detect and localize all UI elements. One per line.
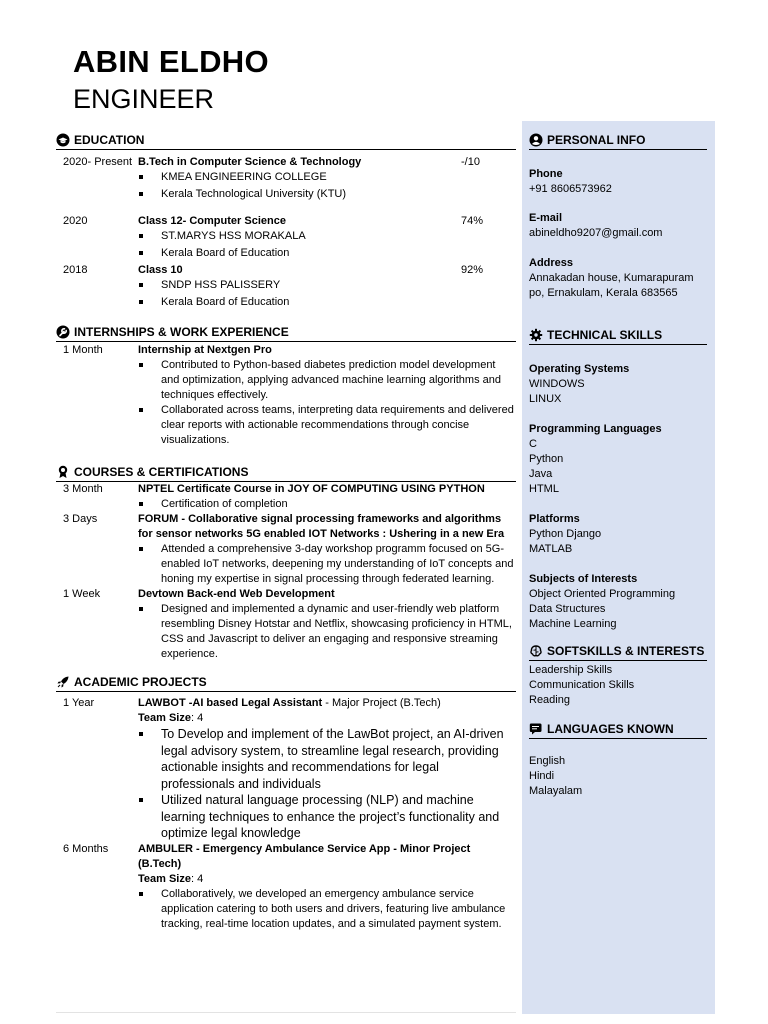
education-heading [56, 132, 516, 150]
languages-heading [529, 721, 707, 739]
skill-group-label: Subjects of Interests [529, 573, 638, 585]
email-label: E-mail [529, 212, 563, 224]
course-entry [56, 512, 516, 587]
education-entry [56, 214, 516, 261]
entry-date: 2020- Present [63, 156, 133, 168]
speech-bubble-icon [529, 722, 543, 736]
entry-date: 1 Year [63, 697, 95, 709]
personal-info-heading-text: PERSONAL INFO [547, 133, 646, 147]
skill-item: Python [529, 453, 564, 465]
award-ribbon-icon [56, 465, 70, 479]
project-entry [56, 842, 516, 932]
softskills-heading-text: SOFTSKILLS & INTERESTS [547, 644, 705, 658]
candidate-role: ENGINEER [73, 84, 215, 114]
courses-heading [56, 464, 516, 482]
entry-title: Class 10 [138, 264, 183, 276]
projects-heading-text: ACADEMIC PROJECTS [74, 675, 207, 689]
education-entry [56, 155, 516, 202]
entry-date: 6 Months [63, 842, 109, 855]
course-entry [56, 482, 516, 512]
list-item: Kerala Board of Education [138, 246, 461, 261]
technical-skills-heading-text: TECHNICAL SKILLS [547, 328, 663, 342]
courses-heading-text: COURSES & CERTIFICATIONS [74, 465, 249, 479]
personal-info-section [529, 132, 707, 301]
entry-title: AMBULER - Emergency Ambulance Service App - Minor Project (B.Tech) [138, 842, 471, 870]
skill-item: Machine Learning [529, 618, 617, 630]
technical-skills-section [529, 327, 707, 632]
internships-heading-text: INTERNSHIPS & WORK EXPERIENCE [74, 325, 289, 339]
list-item: Utilized natural language processing (NLP) and machine learning techniques to enhance the project’s functionality and optimize legal knowledge [138, 792, 516, 842]
education-entry [56, 263, 516, 310]
skill-item: LINUX [529, 393, 562, 405]
entry-date: 1 Month [63, 344, 103, 356]
language-item: Malayalam [529, 785, 583, 797]
team-size-value: : 4 [191, 712, 204, 724]
skill-item: HTML [529, 483, 559, 495]
entry-title: FORUM - Collaborative signal processing frameworks and algorithms for sensor networks 5G enabled IOT Networks : Ushering in a new Era [138, 513, 505, 540]
education-heading-text: EDUCATION [74, 133, 145, 147]
entry-date: 1 Week [63, 588, 101, 600]
team-size-label: Team Size [138, 712, 191, 724]
brain-icon [529, 644, 543, 658]
entry-title: B.Tech in Computer Science & Technology [138, 156, 362, 168]
entry-score: 92% [461, 264, 484, 276]
technical-skills-heading [529, 327, 707, 345]
phone-value: +91 8606573962 [529, 183, 612, 195]
skill-item: MATLAB [529, 543, 573, 555]
softskills-section [529, 643, 707, 708]
skill-item: C [529, 438, 537, 450]
entry-date: 3 Days [63, 513, 98, 525]
rocket-icon [56, 675, 70, 689]
page-bottom-divider [56, 1012, 516, 1013]
softskill-item: Reading [529, 694, 570, 706]
projects-heading [56, 674, 516, 692]
personal-info-heading [529, 132, 707, 150]
address-value: Annakadan house, Kumarapuram po, Ernakulam, Kerala 683565 [529, 272, 694, 299]
list-item: Kerala Board of Education [138, 295, 461, 310]
entry-score: -/10 [461, 156, 480, 168]
entry-subtitle: - Major Project (B.Tech) [322, 697, 441, 709]
list-item: Collaborated across teams, interpreting data requirements and delivered clear reports with actionable recommendations through concise visualizations. [138, 403, 516, 448]
team-size-value: : 4 [191, 872, 204, 885]
softskills-heading [529, 643, 707, 661]
entry-title: Internship at Nextgen Pro [138, 344, 272, 356]
project-entry [56, 696, 516, 842]
list-item: Certification of completion [138, 497, 516, 512]
list-item: Attended a comprehensive 3-day workshop programm focused on 5G-enabled IoT networks, deepening my understanding of IoT concepts and honing my expertise in signal processing through federated learning. [138, 542, 516, 587]
address-label: Address [529, 257, 574, 269]
main-column [56, 132, 516, 932]
skill-item: Python Django [529, 528, 602, 540]
entry-title: Class 12- Computer Science [138, 215, 286, 227]
list-item: Kerala Technological University (KTU) [138, 187, 461, 202]
entry-title: LAWBOT -AI based Legal Assistant [138, 697, 323, 709]
graduation-cap-icon [56, 133, 70, 147]
entry-date: 3 Month [63, 483, 103, 495]
entry-score: 74% [461, 215, 484, 227]
skill-group-label: Programming Languages [529, 423, 662, 435]
list-item: SNDP HSS PALISSERY [138, 278, 461, 293]
entry-title: NPTEL Certificate Course in JOY OF COMPUTING USING PYTHON [138, 483, 485, 495]
email-value: abineldho9207@gmail.com [529, 227, 663, 239]
gear-icon [529, 328, 543, 342]
skill-item: Java [529, 468, 553, 480]
wrench-icon [56, 325, 70, 339]
softskill-item: Communication Skills [529, 679, 635, 691]
list-item: ST.MARYS HSS MORAKALA [138, 229, 461, 244]
course-entry [56, 587, 516, 662]
entry-date: 2018 [63, 264, 88, 276]
skill-item: Object Oriented Programming [529, 588, 676, 600]
list-item: Contributed to Python-based diabetes prediction model development and optimization, applying advanced machine learning algorithms and techniques effectively. [138, 358, 516, 403]
skill-item: WINDOWS [529, 378, 585, 390]
user-icon [529, 133, 543, 147]
language-item: Hindi [529, 770, 555, 782]
skill-item: Data Structures [529, 603, 606, 615]
entry-title: Devtown Back-end Web Development [138, 588, 335, 600]
languages-heading-text: LANGUAGES KNOWN [547, 722, 674, 736]
skill-group-label: Platforms [529, 513, 580, 525]
list-item: Designed and implemented a dynamic and user-friendly web platform resembling Disney Hotstar and Netflix, showcasing proficiency in HTML, CSS and Javascript to deliver an engaging and responsive streaming experience. [138, 602, 516, 662]
skill-group-label: Operating Systems [529, 363, 630, 375]
language-item: English [529, 755, 566, 767]
team-size-label: Team Size [138, 872, 191, 885]
languages-section [529, 721, 707, 799]
phone-label: Phone [529, 168, 563, 180]
list-item: KMEA ENGINEERING COLLEGE [138, 170, 461, 185]
list-item: To Develop and implement of the LawBot project, an AI-driven legal advisory system, to streamline legal research, providing actionable insights and recommendations for legal professionals and individuals [138, 726, 516, 792]
internship-entry [56, 343, 516, 448]
candidate-name: ABIN ELDHO [73, 44, 269, 79]
softskill-item: Leadership Skills [529, 664, 613, 676]
internships-heading [56, 324, 516, 342]
entry-date: 2020 [63, 215, 88, 227]
list-item: Collaboratively, we developed an emergency ambulance service application catering to both users and drivers, featuring live ambulance tracking, real-time location updates, and a simulated payment system. [138, 887, 516, 932]
